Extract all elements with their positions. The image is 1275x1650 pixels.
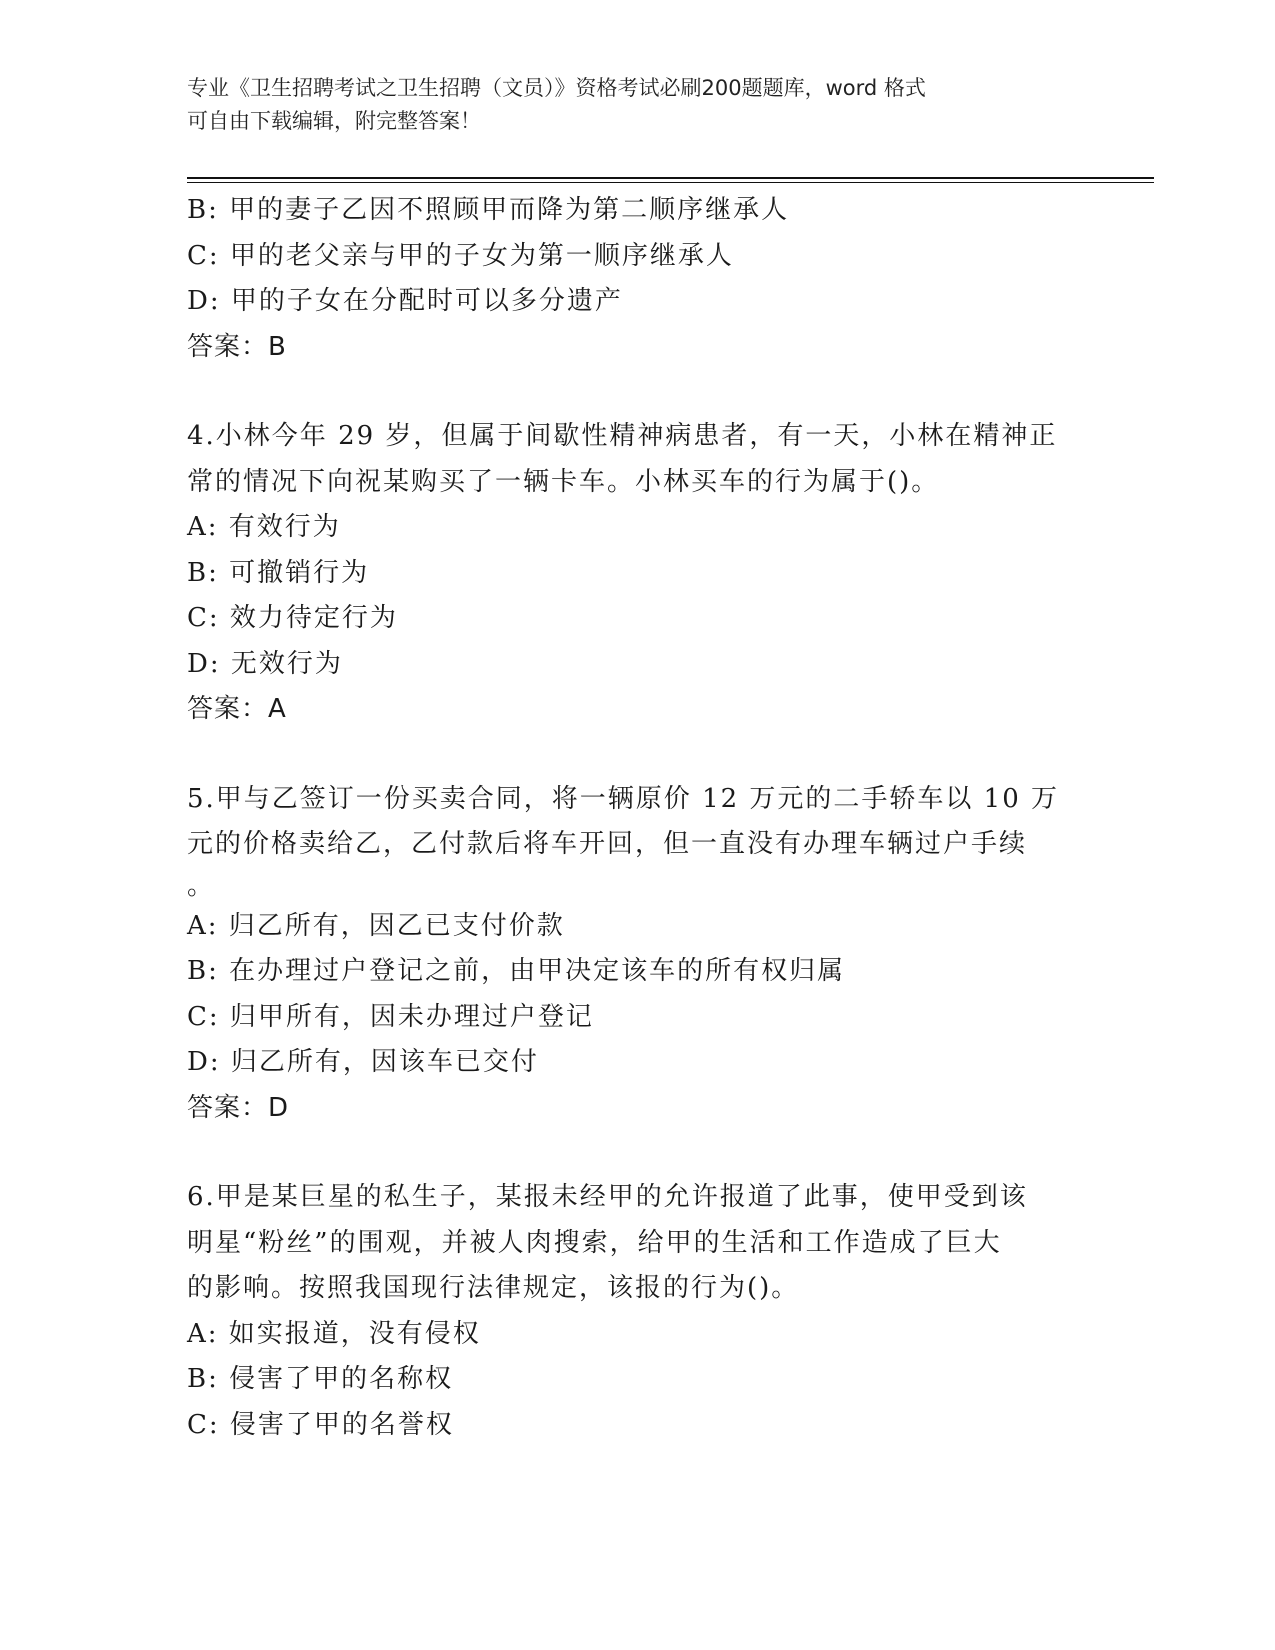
option-b: B: 在办理过户登记之前，由甲决定该车的所有权归属 xyxy=(187,956,846,986)
question-stem-line: 明星“粉丝”的围观，并被人肉搜索，给甲的生活和工作造成了巨大 xyxy=(187,1227,1002,1258)
question-4 xyxy=(187,414,1087,733)
spacer xyxy=(187,1131,1087,1175)
option-d: D: 无效行为 xyxy=(187,648,343,679)
document-header xyxy=(187,72,1067,138)
spacer xyxy=(187,370,1087,414)
question-stem-line: 常的情况下向祝某购买了一辆卡车。小林买车的行为属于()。 xyxy=(187,466,940,497)
answer-label: 答案：B xyxy=(187,331,287,362)
header-title-line-2: 可自由下载编辑，附完整答案！ xyxy=(187,109,481,133)
option-c: C: 侵害了甲的名誉权 xyxy=(187,1409,454,1440)
option-d: D: 甲的子女在分配时可以多分遗产 xyxy=(187,286,623,316)
option-c: C: 归甲所有，因未办理过户登记 xyxy=(187,1001,594,1032)
option-a: A: 如实报道，没有侵权 xyxy=(187,1318,481,1349)
question-3-continued xyxy=(187,188,1087,370)
question-stem-line: 5.甲与乙签订一份买卖合同，将一辆原价 12 万元的二手轿车以 10 万 xyxy=(187,783,1060,814)
option-a: A: 有效行为 xyxy=(187,512,341,542)
question-stem-line: 元的价格卖给乙，乙付款后将车开回，但一直没有办理车辆过户手续 xyxy=(187,829,1028,859)
option-b: B: 可撤销行为 xyxy=(187,557,370,588)
answer-label: 答案：A xyxy=(187,694,287,724)
question-5 xyxy=(187,777,1087,1132)
question-stem-line: 的影响。按照我国现行法律规定，该报的行为()。 xyxy=(187,1273,800,1303)
question-list xyxy=(187,188,1087,1448)
question-6 xyxy=(187,1175,1087,1448)
option-c: C: 甲的老父亲与甲的子女为第一顺序继承人 xyxy=(187,240,734,271)
option-d: D: 归乙所有，因该车已交付 xyxy=(187,1047,539,1077)
header-divider-thin xyxy=(187,182,1154,183)
header-divider-thick xyxy=(187,177,1154,179)
question-stem-line: 。 xyxy=(187,870,216,901)
header-title-line-1: 专业《卫生招聘考试之卫生招聘（文员）》资格考试必刷200题题库，word 格式 xyxy=(187,76,926,100)
option-a: A: 归乙所有，因乙已支付价款 xyxy=(187,910,565,941)
spacer xyxy=(187,733,1087,777)
option-b: B: 甲的妻子乙因不照顾甲而降为第二顺序继承人 xyxy=(187,195,790,225)
option-b: B: 侵害了甲的名称权 xyxy=(187,1364,454,1394)
question-stem-line: 4.小林今年 29 岁，但属于间歇性精神病患者，有一天，小林在精神正 xyxy=(187,421,1058,451)
answer-label: 答案：D xyxy=(187,1092,290,1123)
option-c: C: 效力待定行为 xyxy=(187,603,398,633)
question-stem-line: 6.甲是某巨星的私生子，某报未经甲的允许报道了此事，使甲受到该 xyxy=(187,1182,1028,1212)
